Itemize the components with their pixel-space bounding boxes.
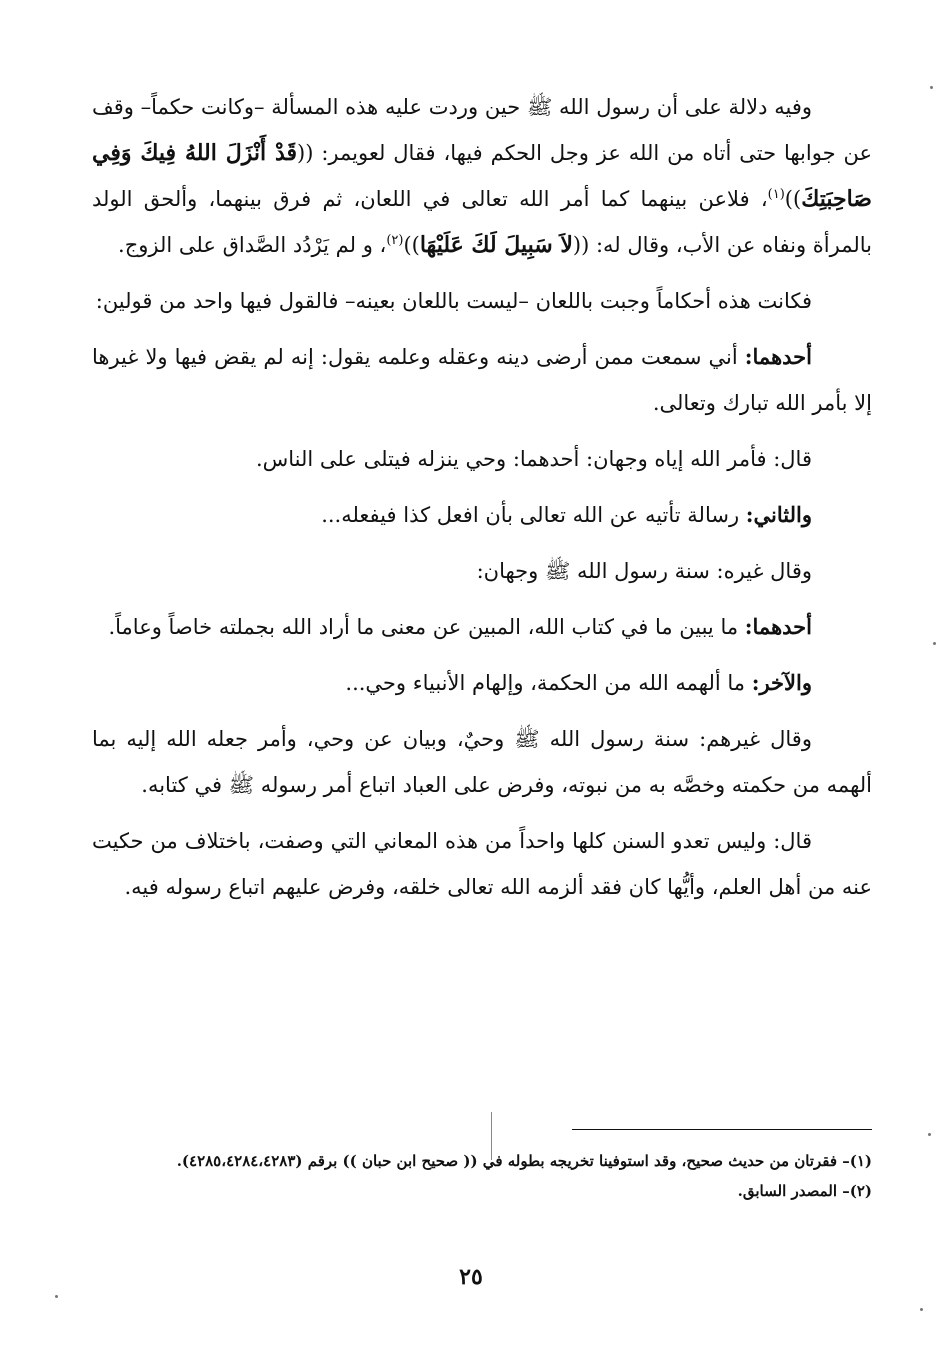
- scan-speck: [933, 642, 936, 645]
- paragraph-2: فكانت هذه أحكاماً وجبت باللعان –ليست باللعان بعينه– فالقول فيها واحد من قولين:: [95, 289, 812, 313]
- footnote-ref-2[interactable]: (٢): [386, 233, 404, 248]
- paragraph-4: قال: فأمر الله إياه وجهان: أحدهما: وحي ينزله فيتلى على الناس.: [255, 447, 812, 471]
- paragraph-7: [92, 604, 872, 650]
- paragraph-6: وقال غيره: سنة رسول الله ﷺ وجهان:: [476, 559, 812, 583]
- quran-quote-2: لاَ سَبِيلَ لَكَ عَلَيْهَا: [419, 232, 573, 258]
- scan-speck: [928, 1133, 931, 1136]
- paragraph-1: [92, 84, 872, 268]
- footnote-ref-1[interactable]: (١): [767, 187, 785, 202]
- paragraph-3-text: أني سمعت ممن أرضى دينه وعقله وعلمه يقول: إنه لم يقض فيها ولا غيرها إلا بأمر الله تبارك وتعالى.: [92, 345, 872, 415]
- paragraph-7-lead: أحدهما:: [744, 614, 812, 639]
- page-number: ٢٥: [459, 1264, 483, 1290]
- quran-quote-1: قَدْ أَنْزَلَ اللهُ فِيكَ وَفِي صَاحِبَتِكَ: [92, 140, 872, 212]
- quote-close-1: )): [784, 187, 802, 211]
- main-text: [92, 84, 872, 920]
- paragraph-1-text-b: ، فلاعن بينهما كما أمر الله تعالى في اللعان، ثم فرق بينهما، وألحق الولد بالمرأة ونفاه عن الأب، وقال له: ((: [92, 187, 872, 257]
- paragraph-3-lead: أحدهما:: [744, 344, 812, 369]
- paragraph-8-lead: والآخر:: [751, 670, 812, 695]
- footnote-separator: [572, 1129, 872, 1130]
- paragraph-5-lead: والثاني:: [745, 502, 812, 527]
- scan-speck: [920, 1308, 923, 1311]
- paragraph-3: [92, 334, 872, 426]
- paragraph-1-text-c: ، و لم يَرْدُد الصَّداق على الزوج.: [118, 233, 387, 257]
- paragraph-9: وقال غيرهم: سنة رسول الله ﷺ وحيٌ، وبيان عن وحي، وأمر جعله الله إليه بما ألهمه من حكمته وخصَّه به من نبوته، وفرض على العباد اتباع أمر رسوله ﷺ في كتابه.: [92, 727, 872, 797]
- paragraph-5: [92, 492, 872, 538]
- paragraph-5-text: رسالة تأتيه عن الله تعالى بأن افعل كذا فيفعله...: [321, 503, 746, 527]
- paragraph-7-text: ما يبين ما في كتاب الله، المبين عن معنى ما أراد الله بجملته خاصاً وعاماً.: [108, 615, 745, 639]
- paragraph-8-text: ما ألهمه الله من الحكمة، وإلهام الأنبياء وحي...: [345, 671, 752, 695]
- quote-close-2: )): [403, 233, 420, 257]
- footnotes: [150, 1148, 872, 1208]
- scan-speck: [55, 1295, 58, 1298]
- footnote-1: (١)– فقرتان من حديث صحيح، وقد استوفينا تخريجه بطوله في (( صحيح ابن حبان )) برقم (٤٢٨٥،٤٢٨٤،٤٢٨٣).: [176, 1152, 872, 1170]
- paragraph-1-text-a: وفيه دلالة على أن رسول الله ﷺ حين وردت عليه هذه المسألة –وكانت حكماً– وقف عن جوابها حتى أتاه من الله عز وجل الحكم فيها، فقال لعويمر: ((: [92, 95, 872, 165]
- footnote-2: (٢)– المصدر السابق.: [737, 1182, 872, 1200]
- paragraph-10: قال: وليس تعدو السنن كلها واحداً من هذه المعاني التي وصفت، باختلاف من حكيت عنه من أهل العلم، وأيُّها كان فقد ألزمه الله تعالى خلقه، وفرض عليهم اتباع رسوله فيه.: [92, 829, 872, 899]
- scan-speck: [930, 86, 933, 89]
- paragraph-8: [92, 660, 872, 706]
